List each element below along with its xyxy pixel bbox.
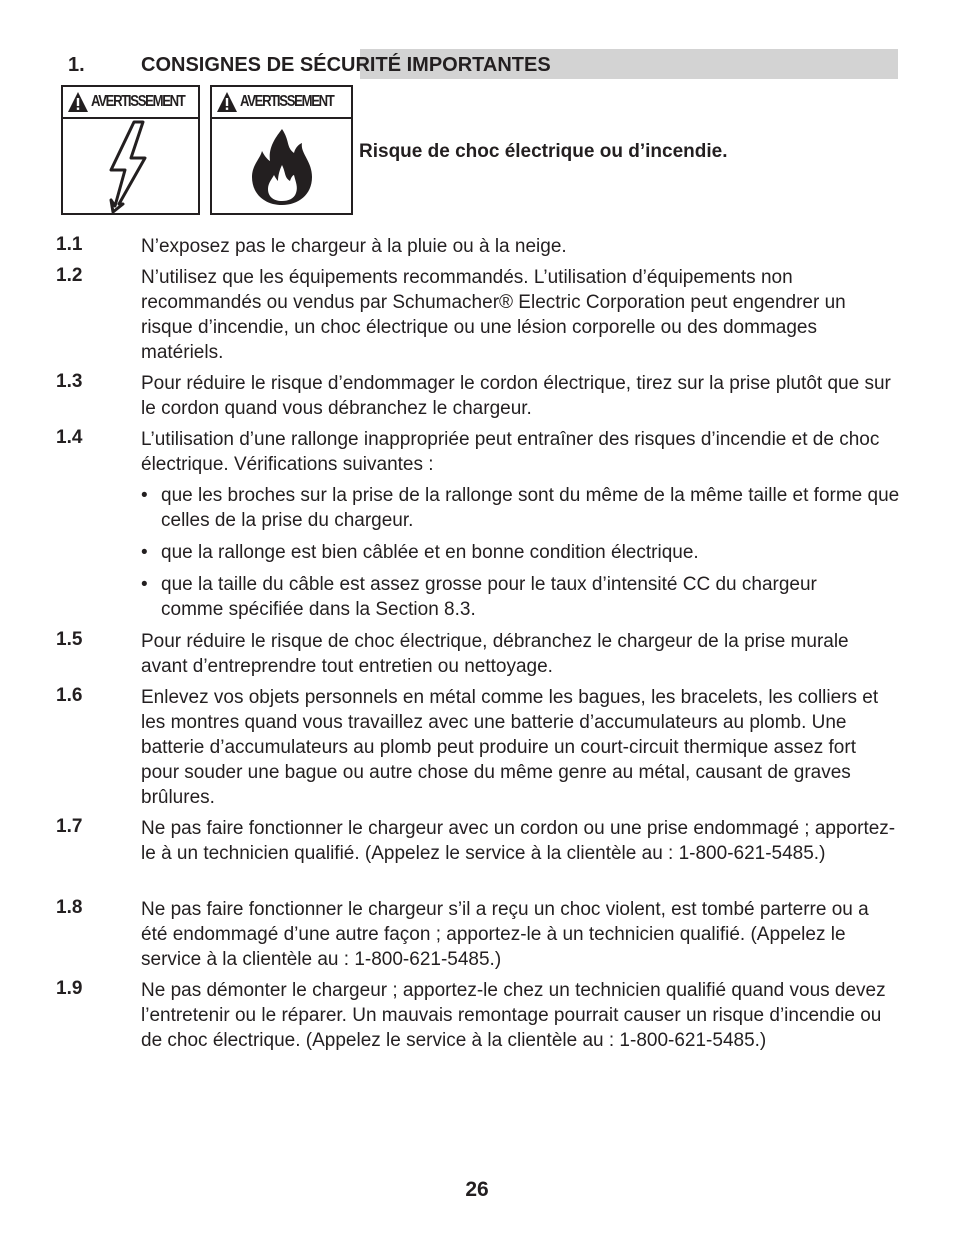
item-text: N’exposez pas le chargeur à la pluie ou à la neige. — [141, 236, 567, 257]
bullet-text: que les broches sur la prise de la rallonge sont du même de la même taille et forme que celles de la prise du chargeur. — [161, 485, 900, 531]
section-title: CONSIGNES DE SÉCURITÉ IMPORTANTES — [141, 54, 551, 76]
item-number: 1.3 — [56, 371, 83, 392]
item-text: Pour réduire le risque d’endommager le cordon électrique, tirez sur la prise plutôt que sur le cordon quand vous débranchez le chargeur. — [141, 373, 891, 419]
warning-header — [212, 87, 351, 119]
bullet-item — [141, 572, 901, 622]
item-text: L’utilisation d’une rallonge inappropriée peut entraîner des risques d’incendie et de choc électrique. Vérifications suivantes : — [141, 429, 880, 475]
item-text: Pour réduire le risque de choc électrique, débranchez le chargeur de la prise murale avant d’entreprendre tout entretien ou nettoyage. — [141, 631, 849, 677]
fire-flame-icon — [246, 125, 318, 209]
item-text: Ne pas démonter le chargeur ; apportez-le chez un technicien qualifié quand vous devez l’entretenir ou le réparer. Un mauvais remontage pourrait causer un risque d’incendie ou de choc électrique. (Appelez le service à la clientèle au : 1-800-621-5485.) — [141, 980, 886, 1051]
lightning-bolt-icon — [101, 120, 161, 214]
warning-box-fire — [210, 85, 353, 215]
bullet-symbol: • — [141, 574, 148, 595]
item-number: 1.4 — [56, 427, 83, 448]
item-number: 1.2 — [56, 265, 83, 286]
item-text: Ne pas faire fonctionner le chargeur s’il a reçu un choc violent, est tombé parterre ou a été endommagé d’une autre façon ; apportez-le à un technicien qualifié. (Appelez le service à la clientèle au : 1-800-621-5485.) — [141, 899, 869, 970]
item-number: 1.9 — [56, 978, 83, 999]
warning-label: AVERTISSEMENT — [240, 93, 334, 110]
item-number: 1.5 — [56, 629, 83, 650]
bullet-text: que la taille du câble est assez grosse pour le taux d’intensité CC du chargeur comme spécifiée dans la Section 8.3. — [161, 574, 817, 620]
item-number: 1.6 — [56, 685, 83, 706]
warning-triangle-icon — [216, 91, 238, 113]
item-number: 1.8 — [56, 897, 83, 918]
warning-box-electric — [61, 85, 200, 215]
bullet-item — [141, 540, 901, 565]
bullet-text: que la rallonge est bien câblée et en bonne condition électrique. — [161, 542, 699, 563]
bullet-symbol: • — [141, 485, 148, 506]
hazard-warning-text: Risque de choc électrique ou d’incendie. — [359, 141, 728, 162]
warning-header — [63, 87, 198, 119]
bullet-symbol: • — [141, 542, 148, 563]
item-number: 1.1 — [56, 234, 83, 255]
bullet-item — [141, 483, 901, 533]
page-number: 26 — [465, 1178, 489, 1201]
warning-triangle-icon — [67, 91, 89, 113]
item-text: Enlevez vos objets personnels en métal comme les bagues, les bracelets, les colliers et les montres quand vous travaillez avec une batterie d’accumulateurs au plomb. Une batterie d’accumulateurs au plomb peut produire un court-circuit thermique assez fort pour souder une bague ou autre chose du même genre au métal, causant de graves brûlures. — [141, 687, 879, 808]
item-number: 1.7 — [56, 816, 83, 837]
section-number: 1. — [68, 54, 85, 76]
item-text: Ne pas faire fonctionner le chargeur avec un cordon ou une prise endommagé ; apportez-le à un technicien qualifié. (Appelez le service à la clientèle au : 1-800-621-5485.) — [141, 818, 896, 864]
item-text: N’utilisez que les équipements recommandés. L’utilisation d’équipements non recommandés ou vendus par Schumacher® Electric Corporation peut engendrer un risque d’incendie, un choc électrique ou une lésion corporelle ou des dommages matériels. — [141, 267, 846, 363]
warning-label: AVERTISSEMENT — [91, 93, 185, 110]
